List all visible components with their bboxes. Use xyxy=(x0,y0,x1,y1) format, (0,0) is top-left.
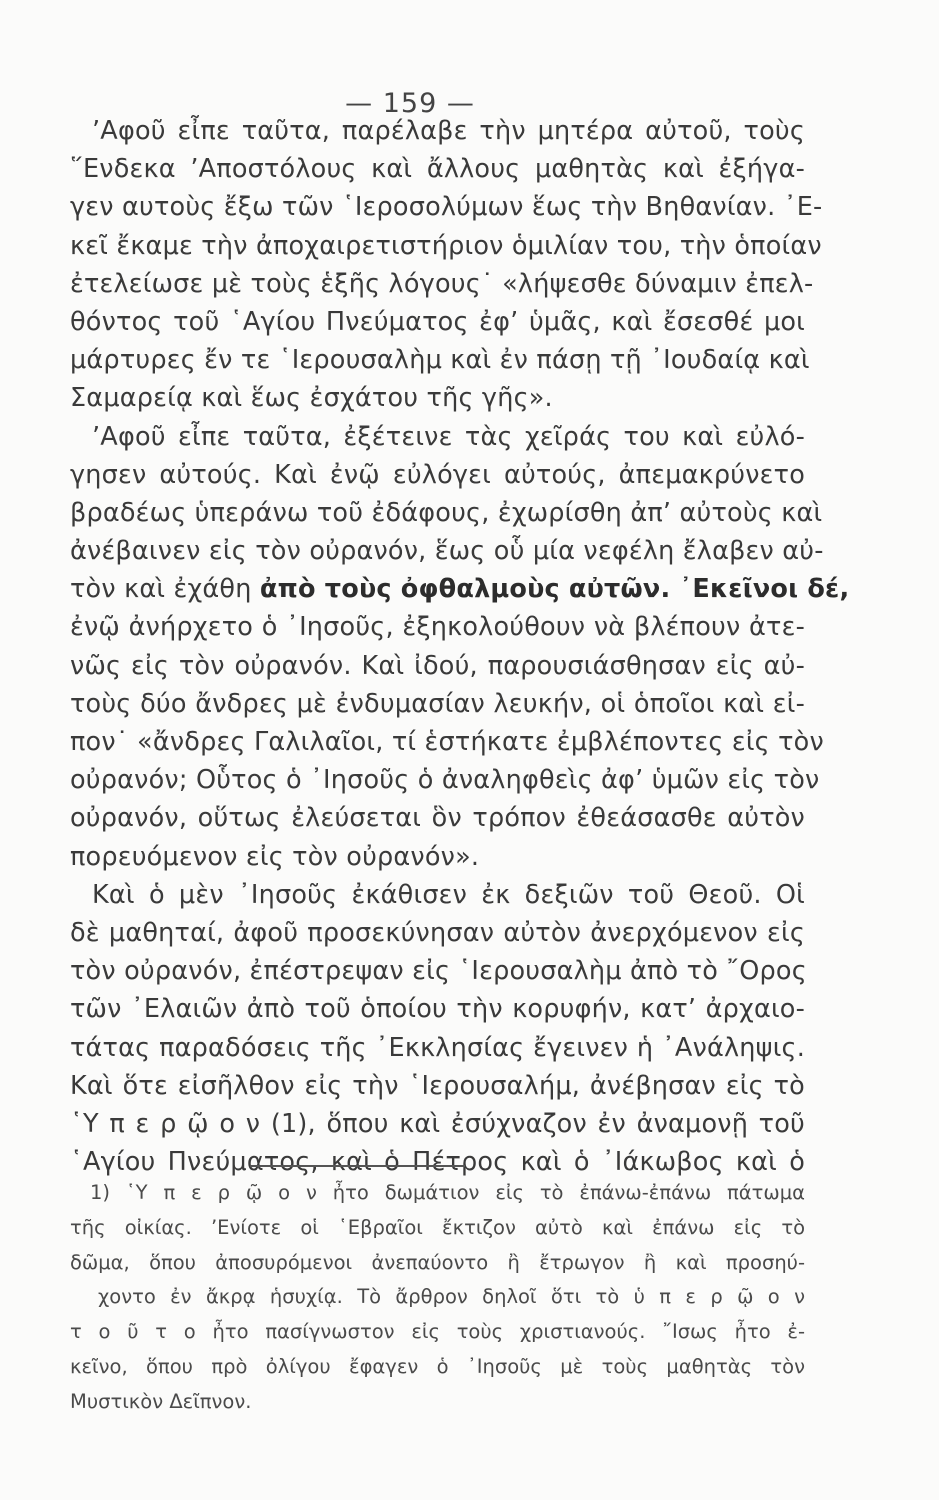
text-line: ἐτελείωσε μὲ τοὺς ἑξῆς λόγους˙ «λήψεσθε δύναμιν ἐπελ- xyxy=(70,268,814,299)
text-line-bold xyxy=(70,570,850,608)
text-line: οὐρανόν, οὕτως ἐλεύσεται ὃν τρόπον ἐθεάσασθε αὐτὸν xyxy=(70,803,805,834)
text-line: πορευόμενον εἰς τὸν οὐρανόν». xyxy=(70,841,480,872)
text-line: ἀνέβαινεν εἰς τὸν οὐρανόν, ἕως οὗ μία νεφέλη ἔλαβεν αὐ- xyxy=(70,536,824,567)
text-line: θόντος τοῦ ῾Αγίου Πνεύματος ἐφ’ ὑμᾶς, καὶ ἔσεσθέ μοι xyxy=(70,306,805,337)
page-number: — 159 — xyxy=(345,88,475,119)
text-line: τάτας παραδόσεις τῆς ᾿Εκκλησίας ἔγεινεν ἡ ᾿Ανάληψις. xyxy=(70,1032,805,1063)
text-line: γεν αυτοὺς ἔξω τῶν ῾Ιεροσολύμων ἕως τὴν Βηθανίαν. ᾿Ε- xyxy=(70,192,823,223)
footnote-line: τ ο ῦ τ ο ἦτο πασίγνωστον εἰς τοὺς χριστιανούς. ῎Ισως ἦτο ἐ- xyxy=(70,1320,805,1344)
text-line: τὸν οὐρανόν, ἐπέστρεψαν εἰς ῾Ιερουσαλὴμ ἀπὸ τὸ ῎Ορος xyxy=(70,956,807,987)
text-line: οὐρανόν; Οὗτος ὁ ᾿Ιησοῦς ὁ ἀναληφθεὶς ἀφ’ ὑμῶν εἰς τὸν xyxy=(70,765,820,796)
bold-text-fragment: ἀπὸ τοὺς ὀφθαλμοὺς αὐτῶν. ᾿Εκεῖνοι δέ, xyxy=(259,574,850,605)
text-line: νῶς εἰς τὸν οὐρανόν. Καὶ ἰδού, παρουσιάσθησαν εἰς αὐ- xyxy=(70,650,805,681)
text-line: ῾Υ π ε ρ ῷ ο ν (1), ὅπου καὶ ἐσύχναζον ἐν ἀναμονῇ τοῦ xyxy=(70,1108,805,1139)
footnote-line: τῆς οἰκίας. ’Ενίοτε οἱ ῾Εβραῖοι ἔκτιζον αὐτὸ καὶ ἐπάνω εἰς τὸ xyxy=(70,1215,805,1239)
text-line: ἐνῷ ἀνήρχετο ὁ ᾿Ιησοῦς, ἐξηκολούθουν νὰ βλέπουν ἀτε- xyxy=(70,612,805,643)
text-line: βραδέως ὑπεράνω τοῦ ἐδάφους, ἐχωρίσθη ἀπ’ αὐτοὺς καὶ xyxy=(70,497,823,528)
footnote-line: κεῖνο, ὅπου πρὸ ὀλίγου ἔφαγεν ὁ ᾿Ιησοῦς μὲ τοὺς μαθητὰς τὸν xyxy=(70,1354,805,1378)
text-line: τοὺς δύο ἄνδρες μὲ ἐνδυμασίαν λευκήν, οἱ ὁποῖοι καὶ εἰ- xyxy=(70,688,805,719)
text-line: ’Αφοῦ εἶπε ταῦτα, ἐξέτεινε τὰς χεῖράς του καὶ εὐλό- xyxy=(92,421,805,452)
text-line: πον˙ «ἄνδρες Γαλιλαῖοι, τί ἑστήκατε ἐμβλέποντες εἰς τὸν xyxy=(70,727,824,757)
text-line: μάρτυρες ἔν τε ῾Ιερουσαλὴμ καὶ ἐν πάσῃ τῇ ᾿Ιουδαίᾳ καὶ xyxy=(70,345,810,376)
text-fragment: τὸν καὶ ἐχάθη xyxy=(70,574,260,605)
text-line: Καὶ ὅτε εἰσῆλθον εἰς τὴν ῾Ιερουσαλήμ, ἀνέβησαν εἰς τὸ xyxy=(70,1070,805,1101)
footnote-divider xyxy=(250,1165,465,1167)
footnote-line: Μυστικὸν Δεῖπνον. xyxy=(70,1389,252,1413)
text-line: κεῖ ἔκαμε τὴν ἀποχαιρετιστήριον ὁμιλίαν του, τὴν ὁποίαν xyxy=(70,230,822,261)
text-line: ῞Ενδεκα ’Αποστόλους καὶ ἄλλους μαθητὰς καὶ ἐξήγα- xyxy=(70,154,805,185)
footnote-line: χοντο ἐν ἄκρᾳ ἡσυχίᾳ. Τὸ ἄρθρον δηλοῖ ὅτι τὸ ὑ π ε ρ ῷ ο ν xyxy=(98,1285,805,1309)
text-line: ’Αφοῦ εἶπε ταῦτα, παρέλαβε τὴν μητέρα αὐτοῦ, τοὺς xyxy=(92,116,805,146)
main-text xyxy=(70,112,850,1181)
footnote-line: δῶμα, ὅπου ἀποσυρόμενοι ἀνεπαύοντο ἢ ἔτρωγον ἢ καὶ προσηύ- xyxy=(70,1250,805,1274)
footnotes xyxy=(70,1176,805,1420)
text-line: ῾Αγίου Πνεύματος, καὶ ὁ Πέτρος καὶ ὁ ᾿Ιάκωβος καὶ ὁ xyxy=(70,1147,805,1178)
text-line: τῶν ᾿Ελαιῶν ἀπὸ τοῦ ὁποίου τὴν κορυφήν, κατ’ ἀρχαιο- xyxy=(70,994,805,1025)
text-line: γησεν αὐτούς. Καὶ ἐνῷ εὐλόγει αὐτούς, ἀπεμακρύνετο xyxy=(70,459,805,490)
footnote-line: 1) ῾Υ π ε ρ ῷ ο ν ἦτο δωμάτιον εἰς τὸ ἐπάνω-ἐπάνω πάτωμα xyxy=(90,1181,805,1204)
text-line: Σαμαρείᾳ καὶ ἕως ἐσχάτου τῆς γῆς». xyxy=(70,383,553,414)
text-line: δὲ μαθηταί, ἀφοῦ προσεκύνησαν αὐτὸν ἀνερχόμενον εἰς xyxy=(70,917,805,948)
text-line: Καὶ ὁ μὲν ᾿Ιησοῦς ἐκάθισεν ἐκ δεξιῶν τοῦ Θεοῦ. Οἱ xyxy=(92,879,805,910)
